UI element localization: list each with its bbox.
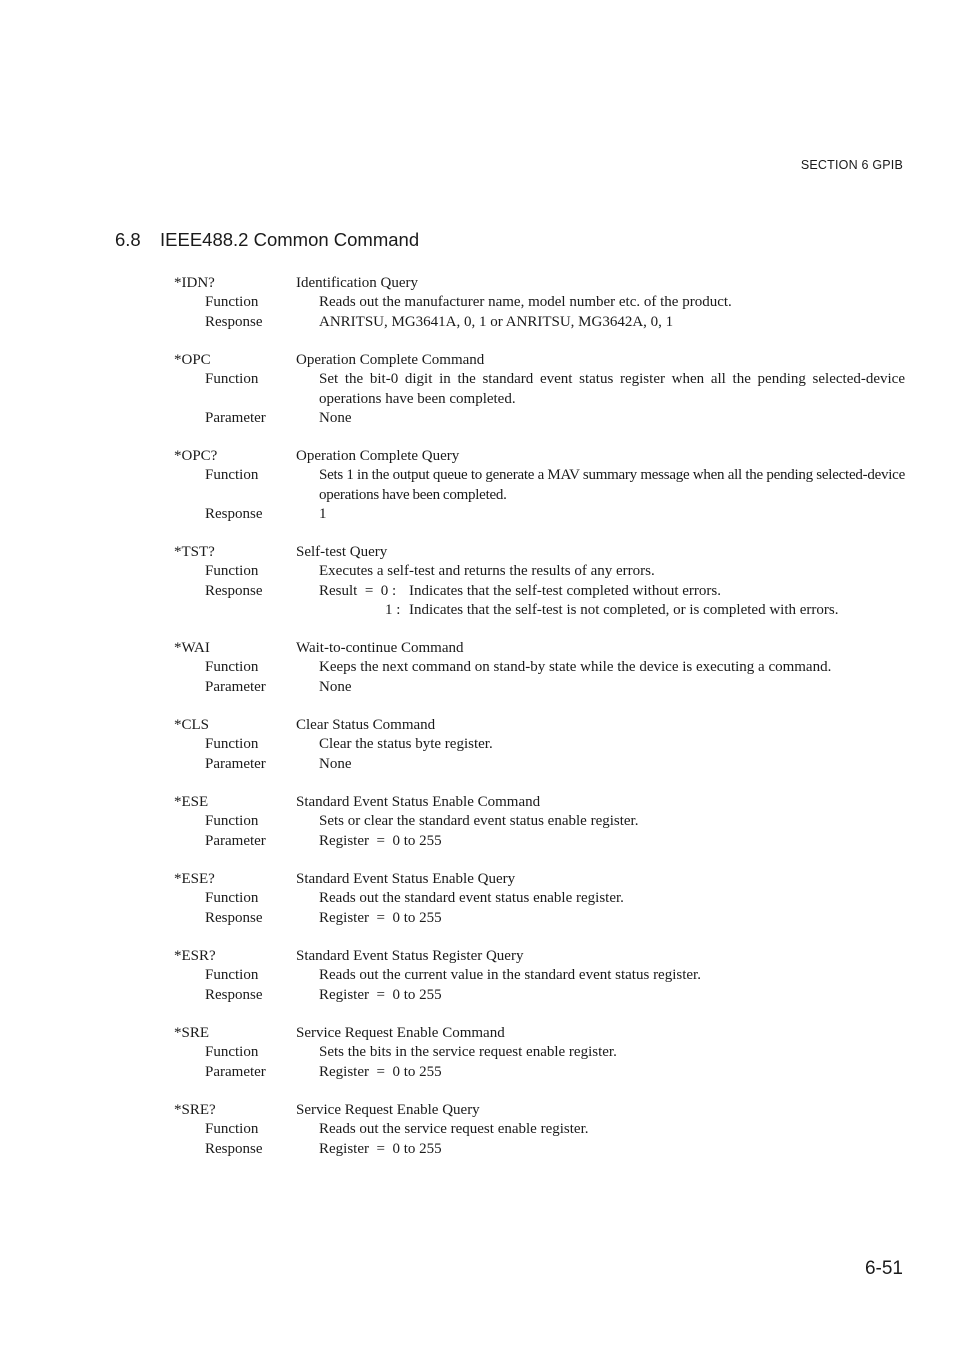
function-label: Function — [205, 1044, 259, 1061]
command-name: *ESE — [174, 794, 209, 810]
command-title: Operation Complete Command — [296, 352, 485, 368]
function-label: Function — [205, 467, 259, 484]
command-name: *SRE? — [174, 1102, 216, 1118]
command-sre-query — [0, 1101, 954, 1159]
command-title: Standard Event Status Enable Query — [296, 871, 516, 887]
command-name: *SRE — [174, 1025, 210, 1041]
command-name: *ESR? — [174, 948, 216, 964]
command-title: Clear Status Command — [296, 717, 436, 733]
function-label: Function — [205, 1121, 259, 1138]
section-number: 6.8 — [115, 229, 141, 250]
function-text: Sets or clear the standard event status enable register. — [319, 813, 639, 830]
response-text: ANRITSU, MG3641A, 0, 1 or ANRITSU, MG3642A, 0, 1 — [319, 313, 674, 330]
command-sre — [0, 1024, 954, 1082]
function-label: Function — [205, 813, 259, 830]
command-name: *IDN? — [174, 275, 215, 291]
response-text: Register = 0 to 255 — [319, 909, 442, 926]
response-label: Response — [205, 1140, 263, 1157]
parameter-label: Parameter — [205, 755, 266, 772]
response-text: Register = 0 to 255 — [319, 986, 442, 1003]
command-name: *TST? — [174, 544, 215, 560]
result-1-text: Indicates that the self-test is not completed, or is completed with errors. — [409, 601, 839, 618]
command-title: Service Request Enable Query — [296, 1102, 480, 1118]
function-label: Function — [205, 294, 259, 311]
function-label: Function — [205, 967, 259, 984]
command-name: *ESE? — [174, 871, 215, 887]
section-heading — [115, 229, 419, 251]
result-label: Result = 0 : — [319, 582, 397, 599]
function-label: Function — [205, 890, 259, 907]
command-opc-query — [0, 447, 954, 524]
function-label: Function — [205, 736, 259, 753]
command-ese — [0, 793, 954, 851]
function-text: Clear the status byte register. — [319, 736, 493, 753]
function-text: Reads out the service request enable register. — [319, 1121, 589, 1138]
command-title: Standard Event Status Enable Command — [296, 794, 541, 810]
command-esr-query — [0, 947, 954, 1005]
running-header: SECTION 6 GPIB — [800, 158, 903, 172]
command-title: Service Request Enable Command — [296, 1025, 505, 1041]
result-0-text: Indicates that the self-test completed without errors. — [409, 582, 721, 599]
response-text: Register = 0 to 255 — [319, 1140, 442, 1157]
command-title: Standard Event Status Register Query — [296, 948, 524, 964]
command-name: *OPC — [174, 352, 211, 368]
result-1-code: 1 : — [385, 601, 401, 618]
function-text: Executes a self-test and returns the results of any errors. — [319, 563, 655, 580]
command-cls — [0, 716, 954, 774]
command-name: *OPC? — [174, 448, 218, 464]
response-label: Response — [205, 313, 263, 330]
response-text: 1 — [319, 505, 327, 522]
response-label: Response — [205, 582, 263, 599]
command-tst-query — [0, 543, 954, 620]
command-title: Wait-to-continue Command — [296, 640, 464, 656]
function-text: Keeps the next command on stand-by state while the device is executing a command. — [319, 659, 832, 676]
parameter-text: Register = 0 to 255 — [319, 1063, 442, 1080]
command-title: Identification Query — [296, 275, 419, 291]
function-text: Sets 1 in the output queue to generate a MAV summary message when all the pending selected-device operations have been completed. — [319, 467, 905, 503]
page-number: 6-51 — [864, 1258, 903, 1279]
function-text: Reads out the standard event status enable register. — [319, 890, 624, 907]
command-opc — [0, 351, 954, 428]
command-idn-query — [0, 274, 954, 332]
parameter-label: Parameter — [205, 409, 266, 426]
section-title: IEEE488.2 Common Command — [160, 229, 420, 250]
parameter-label: Parameter — [205, 1063, 266, 1080]
command-name: *CLS — [174, 717, 210, 733]
function-label: Function — [205, 563, 259, 580]
response-label: Response — [205, 986, 263, 1003]
parameter-label: Parameter — [205, 678, 266, 695]
command-name: *WAI — [174, 640, 210, 656]
function-text: Set the bit-0 digit in the standard event status register when all the pending selected-device operations have been completed. — [319, 371, 905, 407]
command-ese-query — [0, 870, 954, 928]
function-label: Function — [205, 371, 259, 388]
parameter-text: Register = 0 to 255 — [319, 832, 442, 849]
command-title: Self-test Query — [296, 544, 388, 560]
response-label: Response — [205, 505, 263, 522]
response-label: Response — [205, 909, 263, 926]
function-text: Reads out the manufacturer name, model number etc. of the product. — [319, 294, 732, 311]
function-text: Sets the bits in the service request enable register. — [319, 1044, 617, 1061]
function-label: Function — [205, 659, 259, 676]
command-wai — [0, 639, 954, 697]
command-title: Operation Complete Query — [296, 448, 460, 464]
parameter-text: None — [319, 755, 352, 772]
function-text: Reads out the current value in the standard event status register. — [319, 967, 701, 984]
parameter-label: Parameter — [205, 832, 266, 849]
parameter-text: None — [319, 678, 352, 695]
parameter-text: None — [319, 409, 352, 426]
